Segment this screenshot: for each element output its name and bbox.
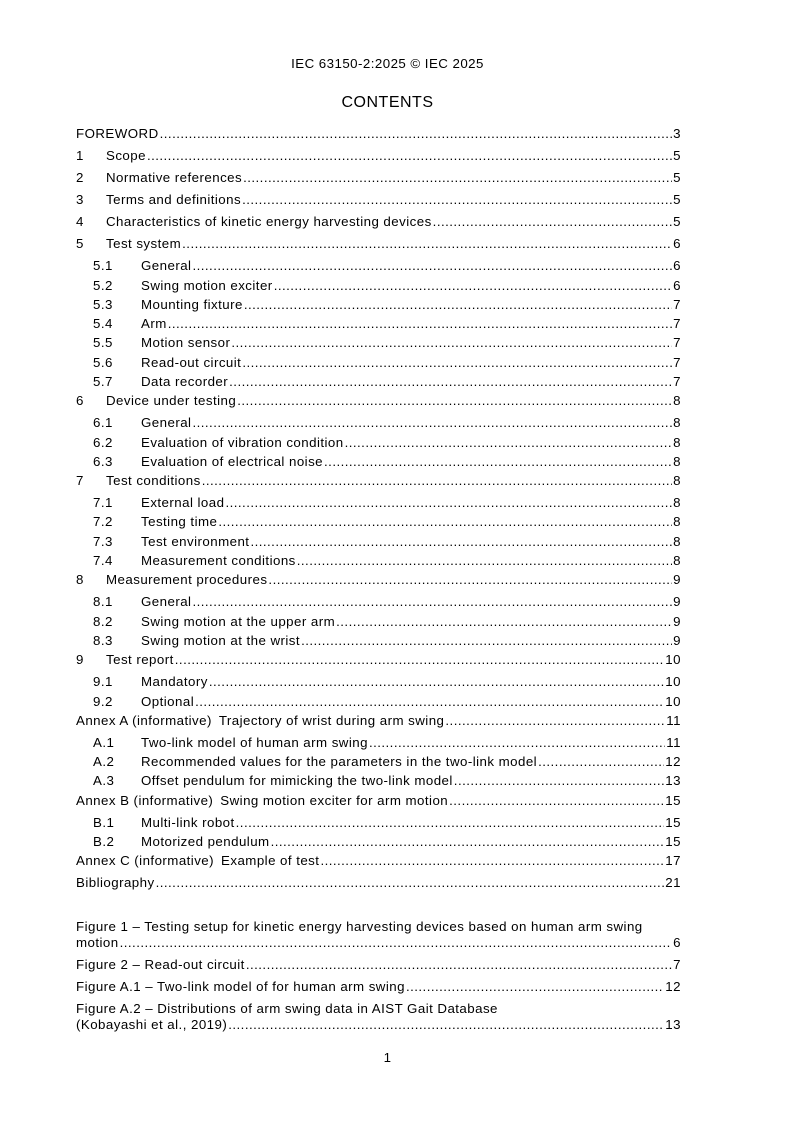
figure-caption-line: Figure 1 – Testing setup for kinetic energy harvesting devices based on human arm swing	[76, 919, 643, 934]
dot-leader	[324, 452, 672, 471]
dot-leader	[538, 752, 664, 771]
toc-entry-bibliography[interactable]	[76, 873, 681, 892]
dot-leader	[445, 711, 665, 730]
figure-page-number: 6	[673, 935, 681, 950]
figure-caption: Figure A.1 – Two-link model of for human arm swing	[76, 979, 405, 994]
toc-entry-title: Bibliography	[76, 875, 155, 891]
dot-leader	[120, 935, 673, 951]
toc-section-number: 4	[76, 214, 84, 230]
toc-section[interactable]	[76, 391, 681, 410]
toc-section-number: 2	[76, 170, 84, 186]
dot-leader	[192, 592, 672, 611]
toc-subsection-number: 5.4	[93, 316, 113, 332]
toc-subsection-number: B.2	[93, 833, 115, 849]
toc-section-title: Device under testing	[106, 393, 237, 409]
toc-subsection-number: 6.2	[93, 434, 113, 450]
toc-subsection[interactable]	[76, 295, 681, 314]
toc-subsection-number: 8.2	[93, 613, 113, 629]
toc-subsection[interactable]	[76, 692, 681, 711]
toc-page-number: 5	[673, 214, 681, 230]
dot-leader	[195, 692, 664, 711]
toc-subsection[interactable]	[76, 333, 681, 352]
dot-leader	[271, 832, 665, 851]
page-number: 1	[383, 1050, 392, 1065]
dot-leader	[192, 413, 672, 432]
toc-subsection-title: Swing motion exciter	[141, 277, 273, 293]
toc-section-title: Scope	[106, 148, 146, 164]
toc-subsection-title: General	[141, 594, 192, 610]
toc-annex[interactable]	[76, 711, 681, 730]
toc-subsection-title: Motorized pendulum	[141, 833, 270, 849]
toc-subsection[interactable]	[76, 353, 681, 372]
toc-subsection-number: 5.3	[93, 296, 113, 312]
toc-annex-label: Annex A (informative)	[76, 712, 212, 728]
toc-subsection[interactable]	[76, 672, 681, 691]
dot-leader	[297, 551, 672, 570]
dot-leader	[320, 851, 664, 870]
toc-subsection-title: Two-link model of human arm swing	[141, 734, 368, 750]
toc-page-number: 7	[673, 296, 681, 312]
dot-leader	[369, 733, 665, 752]
toc-subsection-title: General	[141, 415, 192, 431]
toc-annex[interactable]	[76, 791, 681, 810]
toc-subsection-title: General	[141, 258, 192, 274]
toc-section-number: 9	[76, 652, 84, 668]
toc-page-number: 15	[665, 833, 681, 849]
figure-caption-row	[76, 1017, 681, 1033]
toc-subsection[interactable]	[76, 532, 681, 551]
toc-page-number: 5	[673, 192, 681, 208]
toc-section-title: Characteristics of kinetic energy harvesting devices	[106, 214, 432, 230]
dot-leader	[225, 493, 672, 512]
toc-section[interactable]	[76, 650, 681, 669]
toc-annex-title: Swing motion exciter for arm motion	[220, 792, 449, 808]
toc-subsection-number: 7.3	[93, 533, 113, 549]
dot-leader	[274, 276, 672, 295]
dot-leader	[250, 532, 672, 551]
toc-page-number: 8	[673, 434, 681, 450]
toc-subsection-title: Measurement conditions	[141, 553, 296, 569]
toc-subsection-number: 5.1	[93, 258, 113, 274]
figure-caption-line: (Kobayashi et al., 2019)	[76, 1017, 228, 1032]
toc-subsection-title: Data recorder	[141, 374, 229, 390]
toc-subsection-number: 5.6	[93, 354, 113, 370]
toc-annex-title: Trajectory of wrist during arm swing	[218, 712, 445, 728]
dot-leader	[242, 190, 672, 209]
toc-section[interactable]	[76, 234, 681, 253]
dot-leader	[236, 813, 665, 832]
dot-leader	[242, 353, 672, 372]
toc-section-number: 1	[76, 148, 84, 164]
toc-section-number: 3	[76, 192, 84, 208]
dot-leader	[433, 212, 672, 231]
toc-subsection[interactable]	[76, 771, 681, 790]
dot-leader	[244, 295, 672, 314]
toc-page-number: 11	[666, 734, 681, 750]
toc-subsection[interactable]	[76, 752, 681, 771]
toc-page-number: 8	[673, 514, 681, 530]
toc-section-number: 6	[76, 393, 84, 409]
toc-subsection-number: 6.3	[93, 453, 113, 469]
toc-page-number: 8	[673, 473, 681, 489]
figure-caption-row	[76, 957, 681, 973]
figure-page-number: 7	[673, 957, 681, 972]
toc-section-number: 8	[76, 572, 84, 588]
figure-caption: Figure 2 – Read-out circuit	[76, 957, 245, 972]
toc-section[interactable]	[76, 570, 681, 589]
toc-page-number: 7	[673, 335, 681, 351]
toc-subsection-number: 5.5	[93, 335, 113, 351]
toc-page-number: 8	[673, 495, 681, 511]
toc-subsection[interactable]	[76, 413, 681, 432]
toc-subsection-number: 5.2	[93, 277, 113, 293]
toc-section-title: Terms and definitions	[106, 192, 242, 208]
dot-leader	[229, 372, 672, 391]
toc-subsection-title: Evaluation of electrical noise	[141, 453, 324, 469]
toc-page-number: 7	[673, 354, 681, 370]
dot-leader	[449, 791, 664, 810]
toc-subsection[interactable]	[76, 592, 681, 611]
figure-entry[interactable]	[76, 957, 681, 973]
toc-subsection-number: B.1	[93, 814, 115, 830]
dot-leader	[345, 433, 673, 452]
toc-section-title: Test conditions	[106, 473, 201, 489]
toc-page-number: 9	[673, 613, 681, 629]
toc-subsection-title: Optional	[141, 693, 195, 709]
table-of-contents	[76, 124, 681, 895]
figure-caption-row	[76, 979, 681, 995]
toc-page-number: 10	[665, 652, 681, 668]
toc-page-number: 6	[673, 236, 681, 252]
toc-page-number: 7	[673, 374, 681, 390]
toc-annex-title: Example of test	[221, 853, 320, 869]
toc-annex[interactable]	[76, 851, 681, 870]
toc-page-number: 8	[673, 553, 681, 569]
toc-section-title: Measurement procedures	[106, 572, 268, 588]
toc-subsection-title: Mandatory	[141, 674, 208, 690]
toc-subsection-number: A.1	[93, 734, 115, 750]
toc-section-title: Test system	[106, 236, 182, 252]
toc-page-number: 15	[665, 814, 681, 830]
toc-section-number: 5	[76, 236, 84, 252]
toc-subsection-title: Swing motion at the wrist	[141, 632, 301, 648]
toc-section-title: Normative references	[106, 170, 243, 186]
toc-subsection-title: Test environment	[141, 533, 250, 549]
dot-leader	[231, 333, 672, 352]
dot-leader	[182, 234, 672, 253]
toc-subsection-title: Recommended values for the parameters in the two-link model	[141, 754, 538, 770]
toc-subsection[interactable]	[76, 276, 681, 295]
toc-page-number: 5	[673, 148, 681, 164]
toc-subsection-number: 6.1	[93, 415, 113, 431]
figure-caption-line: motion	[76, 935, 119, 950]
list-of-figures	[76, 919, 681, 1039]
toc-page-number: 3	[673, 126, 681, 142]
page-header: IEC 63150-2:2025 © IEC 2025	[291, 56, 484, 71]
toc-subsection-number: A.2	[93, 754, 115, 770]
toc-page-number: 8	[673, 393, 681, 409]
toc-subsection[interactable]	[76, 733, 681, 752]
dot-leader	[246, 957, 672, 973]
figure-entry[interactable]	[76, 979, 681, 995]
dot-leader	[156, 873, 665, 892]
page-title: CONTENTS	[341, 94, 434, 111]
dot-leader	[243, 168, 672, 187]
toc-subsection-number: 8.1	[93, 594, 113, 610]
figure-entry[interactable]	[76, 919, 681, 951]
toc-page-number: 8	[673, 453, 681, 469]
figure-caption-line: Figure A.2 – Distributions of arm swing data in AIST Gait Database	[76, 1001, 498, 1016]
figure-page-number: 12	[665, 979, 681, 994]
figure-caption-row	[76, 935, 681, 951]
toc-page-number: 17	[665, 853, 681, 869]
toc-subsection-number: 7.4	[93, 553, 113, 569]
toc-subsection[interactable]	[76, 372, 681, 391]
toc-entry-foreword[interactable]	[76, 124, 681, 143]
toc-section-title: Test report	[106, 652, 174, 668]
toc-page-number: 9	[673, 572, 681, 588]
toc-section[interactable]	[76, 146, 681, 165]
toc-subsection[interactable]	[76, 631, 681, 650]
toc-page-number: 6	[673, 258, 681, 274]
toc-section[interactable]	[76, 168, 681, 187]
toc-subsection[interactable]	[76, 314, 681, 333]
toc-page-number: 6	[673, 277, 681, 293]
dot-leader	[406, 979, 664, 995]
dot-leader	[454, 771, 665, 790]
toc-page-number: 9	[673, 594, 681, 610]
toc-subsection-title: Swing motion at the upper arm	[141, 613, 336, 629]
toc-section-number: 7	[76, 473, 84, 489]
toc-subsection[interactable]	[76, 256, 681, 275]
toc-subsection-title: Multi-link robot	[141, 814, 235, 830]
toc-subsection-title: Offset pendulum for mimicking the two-link model	[141, 773, 453, 789]
figure-entry[interactable]	[76, 1001, 681, 1033]
toc-section[interactable]	[76, 190, 681, 209]
toc-subsection-number: 7.1	[93, 495, 113, 511]
toc-subsection-number: A.3	[93, 773, 115, 789]
toc-annex-label: Annex C (informative)	[76, 853, 215, 869]
dot-leader	[218, 512, 672, 531]
toc-page-number: 10	[665, 674, 681, 690]
toc-subsection-number: 5.7	[93, 374, 113, 390]
dot-leader	[301, 631, 672, 650]
toc-subsection[interactable]	[76, 612, 681, 631]
toc-page-number: 13	[665, 773, 681, 789]
figure-page-number: 13	[665, 1017, 681, 1032]
dot-leader	[336, 612, 672, 631]
toc-subsection[interactable]	[76, 832, 681, 851]
toc-subsection-number: 9.2	[93, 693, 113, 709]
toc-page-number: 12	[665, 754, 681, 770]
toc-subsection[interactable]	[76, 512, 681, 531]
dot-leader	[160, 124, 673, 143]
dot-leader	[268, 570, 672, 589]
dot-leader	[209, 672, 664, 691]
toc-subsection[interactable]	[76, 433, 681, 452]
toc-subsection[interactable]	[76, 452, 681, 471]
toc-subsection-title: Arm	[141, 316, 167, 332]
toc-page-number: 7	[673, 316, 681, 332]
toc-subsection-number: 9.1	[93, 674, 113, 690]
toc-subsection-title: Mounting fixture	[141, 296, 243, 312]
toc-subsection-title: Motion sensor	[141, 335, 231, 351]
toc-page-number: 21	[665, 875, 681, 891]
toc-page-number: 10	[665, 693, 681, 709]
toc-section[interactable]	[76, 471, 681, 490]
toc-annex-label: Annex B (informative)	[76, 792, 214, 808]
toc-page-number: 9	[673, 632, 681, 648]
toc-subsection[interactable]	[76, 813, 681, 832]
toc-page-number: 8	[673, 533, 681, 549]
dot-leader	[147, 146, 672, 165]
toc-entry-title: FOREWORD	[76, 126, 159, 142]
dot-leader	[228, 1017, 664, 1033]
toc-subsection-number: 8.3	[93, 632, 113, 648]
dot-leader	[202, 471, 672, 490]
toc-subsection[interactable]	[76, 493, 681, 512]
toc-page-number: 8	[673, 415, 681, 431]
dot-leader	[192, 256, 672, 275]
toc-subsection-title: Evaluation of vibration condition	[141, 434, 344, 450]
dot-leader	[168, 314, 672, 333]
toc-subsection[interactable]	[76, 551, 681, 570]
toc-subsection-title: Read-out circuit	[141, 354, 242, 370]
toc-section[interactable]	[76, 212, 681, 231]
toc-page-number: 5	[673, 170, 681, 186]
toc-subsection-title: External load	[141, 495, 225, 511]
toc-page-number: 11	[666, 712, 681, 728]
toc-page-number: 15	[665, 792, 681, 808]
dot-leader	[237, 391, 672, 410]
toc-subsection-title: Testing time	[141, 514, 218, 530]
toc-subsection-number: 7.2	[93, 514, 113, 530]
dot-leader	[175, 650, 665, 669]
